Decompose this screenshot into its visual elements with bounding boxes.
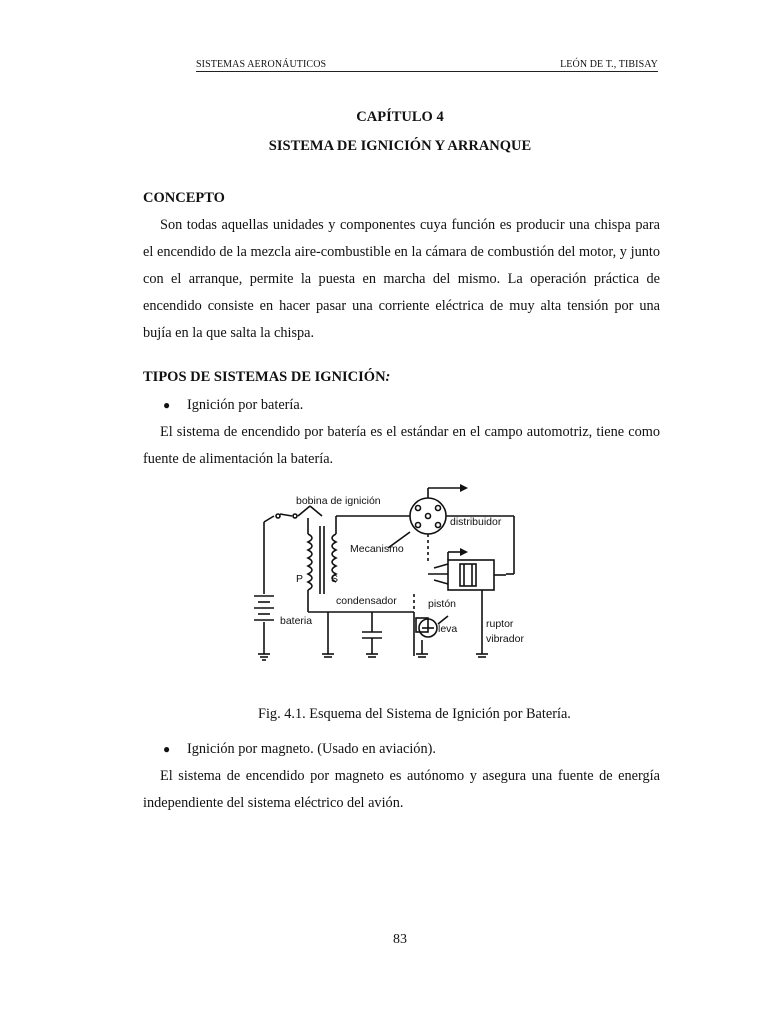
bullet-text-bateria: Ignición por batería. (187, 397, 304, 413)
section-heading-tipos (143, 369, 390, 386)
bullet-item-magneto (163, 741, 436, 758)
running-header (196, 59, 658, 72)
paragraph-magneto: El sistema de encendido por magneto es autónomo y asegura una fuente de energía independiente del sistema eléctrico del avión. (143, 768, 660, 811)
page-number: 83 (393, 932, 407, 947)
section-heading-tipos-colon: : (385, 369, 391, 385)
header-left: SISTEMAS AERONÁUTICOS (196, 59, 327, 70)
bullet-icon: ● (163, 398, 171, 412)
label-distribuidor: distribuidor (450, 516, 502, 528)
ignition-diagram-svg (238, 476, 602, 676)
section-heading-tipos-text: TIPOS DE SISTEMAS DE IGNICIÓN (143, 369, 386, 385)
bullet-text-magneto: Ignición por magneto. (Usado en aviación). (187, 741, 436, 757)
label-bateria: bateria (280, 615, 313, 627)
figure-caption: Fig. 4.1. Esquema del Sistema de Ignición por Batería. (258, 706, 571, 722)
chapter-title: SISTEMA DE IGNICIÓN Y ARRANQUE (268, 138, 532, 154)
label-bobina: bobina de ignición (296, 495, 381, 507)
header-right: LEÓN DE T., TIBISAY (560, 59, 658, 70)
label-condensador: condensador (336, 595, 397, 607)
label-s: S (331, 573, 339, 585)
bullet-icon: ● (163, 742, 171, 756)
label-piston: pistón (428, 598, 457, 610)
label-ruptor: ruptor (486, 618, 514, 630)
label-vibrador: vibrador (486, 633, 524, 645)
bullet-item-bateria (163, 397, 303, 414)
paragraph-bateria: El sistema de encendido por batería es el estándar en el campo automotriz, tiene como fuente de alimentación la batería. (143, 424, 660, 467)
paragraph-concepto: Son todas aquellas unidades y componentes cuya función es producir una chispa para el encendido de la mezcla aire-combustible en la cámara de combustión del motor, y junto con el arranque, permite la puesta en marcha del mismo. La operación práctica de encendido consiste en hacer pasar una corriente eléctrica de muy alta tensión por una bujía en la que salta la chispa. (143, 217, 660, 341)
chapter-number: CAPÍTULO 4 (356, 109, 444, 125)
label-leva: leva (438, 623, 458, 635)
ignition-diagram (238, 476, 602, 676)
label-mecanismo: Mecanismo (350, 543, 404, 555)
section-heading-concepto: CONCEPTO (143, 190, 225, 206)
label-p: P (296, 573, 304, 585)
